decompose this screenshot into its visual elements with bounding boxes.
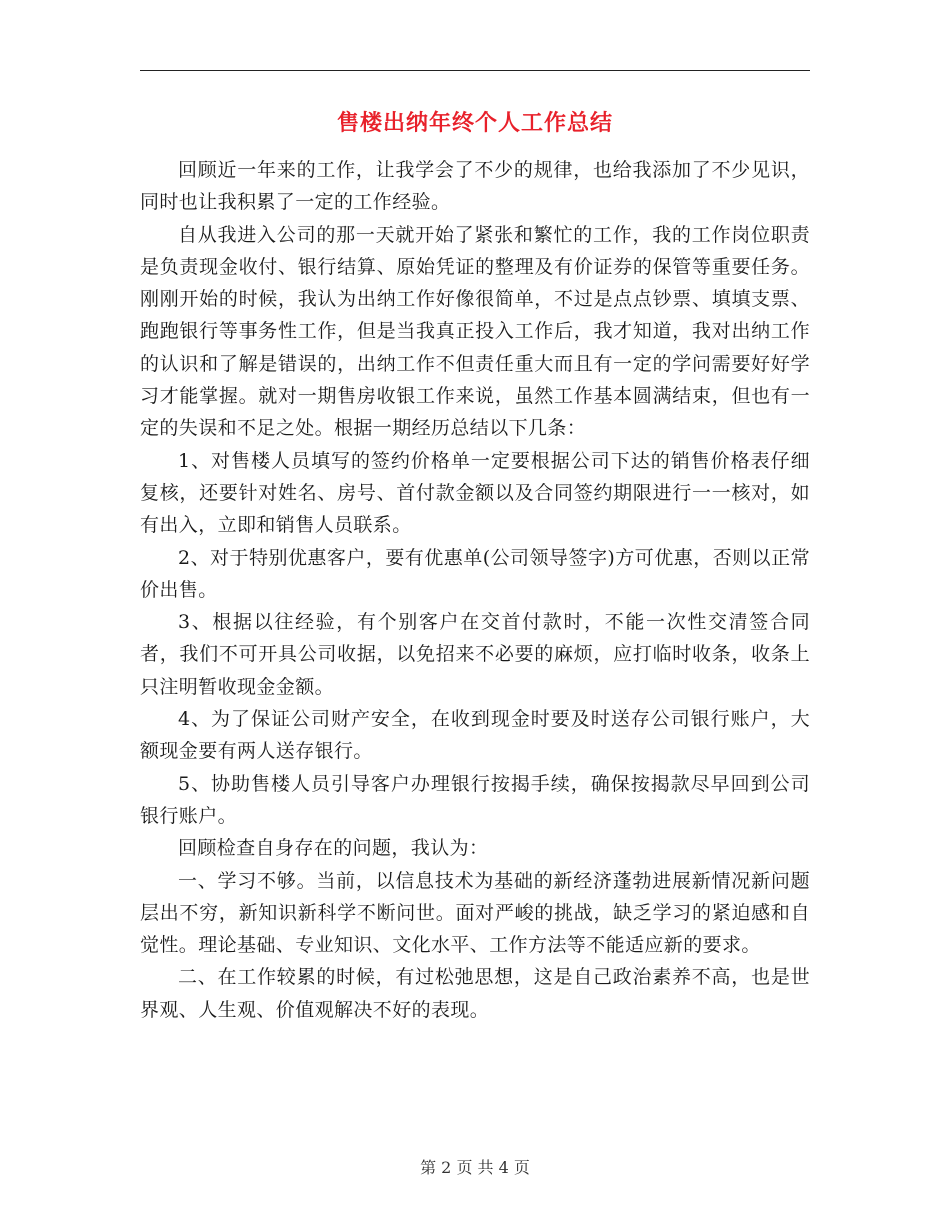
paragraph-item-4: 4、为了保证公司财产安全，在收到现金时要及时送存公司银行账户，大额现金要有两人送存银行。 bbox=[140, 708, 810, 763]
document-body bbox=[140, 154, 810, 1026]
paragraph-duties: 自从我进入公司的那一天就开始了紧张和繁忙的工作，我的工作岗位职责是负责现金收付、银行结算、原始凭证的整理及有价证券的保管等重要任务。刚刚开始的时候，我认为出纳工作好像很简单，不过是点点钞票、填填支票、跑跑银行等事务性工作，但是当我真正投入工作后，我才知道，我对出纳工作的认识和了解是错误的，出纳工作不但责任重大而且有一定的学问需要好好学习才能掌握。就对一期售房收银工作来说，虽然工作基本圆满结束，但也有一定的失误和不足之处。根据一期经历总结以下几条： bbox=[140, 223, 810, 440]
paragraph-item-3: 3、根据以往经验，有个别客户在交首付款时，不能一次性交清签合同者，我们不可开具公司收据，以免招来不必要的麻烦，应打临时收条，收条上只注明暂收现金金额。 bbox=[140, 611, 810, 698]
paragraph-review: 回顾检查自身存在的问题，我认为： bbox=[178, 837, 489, 860]
paragraph-problem-1: 一、学习不够。当前，以信息技术为基础的新经济蓬勃进展新情况新问题层出不穷，新知识新科学不断问世。面对严峻的挑战，缺乏学习的紧迫感和自觉性。理论基础、专业知识、文化水平、工作方法等不能适应新的要求。 bbox=[140, 869, 810, 957]
document-title: 售楼出纳年终个人工作总结 bbox=[336, 110, 613, 136]
paragraph-intro: 回顾近一年来的工作，让我学会了不少的规律，也给我添加了不少见识，同时也让我积累了一定的工作经验。 bbox=[140, 159, 810, 214]
paragraph-item-5: 5、协助售楼人员引导客户办理银行按揭手续，确保按揭款尽早回到公司银行账户。 bbox=[140, 772, 810, 827]
paragraph-problem-2: 二、在工作较累的时候，有过松弛思想，这是自己政治素养不高，也是世界观、人生观、价值观解决不好的表现。 bbox=[140, 966, 810, 1021]
page-number: 第 2 页 共 4 页 bbox=[420, 1158, 530, 1177]
header-rule bbox=[140, 70, 810, 71]
paragraph-item-2: 2、对于特别优惠客户，要有优惠单(公司领导签字)方可优惠，否则以正常价出售。 bbox=[140, 546, 810, 601]
paragraph-item-1: 1、对售楼人员填写的签约价格单一定要根据公司下达的销售价格表仔细复核，还要针对姓名、房号、首付款金额以及合同签约期限进行一一核对，如有出入，立即和销售人员联系。 bbox=[140, 449, 810, 537]
